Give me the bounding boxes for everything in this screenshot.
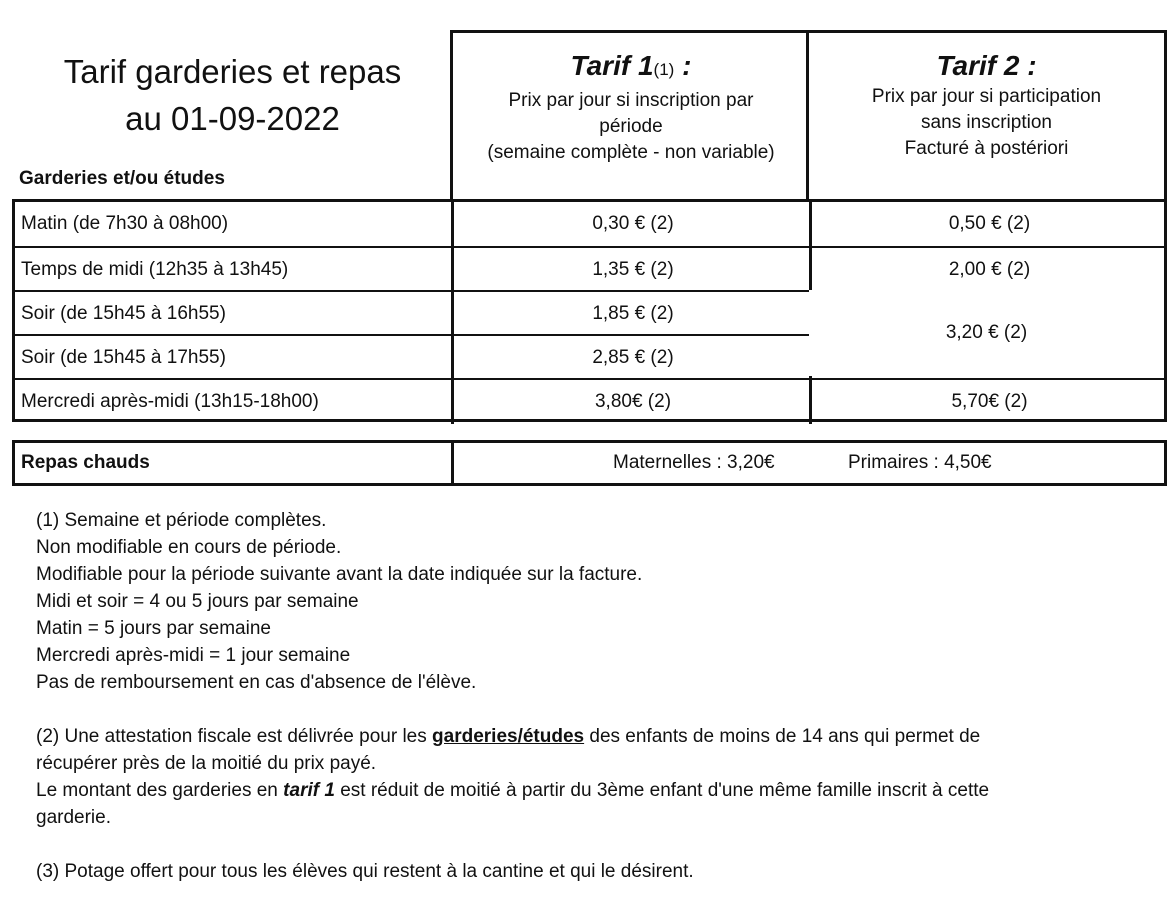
- note-line: Matin = 5 jours par semaine: [36, 618, 271, 639]
- title-line-2: au 01-09-2022: [125, 100, 340, 137]
- tarif1-title: Tarif 1(1) :: [570, 50, 692, 81]
- tarif2-desc-line-1: Prix par jour si participation: [871, 86, 1102, 107]
- page-title: [20, 48, 445, 142]
- row-label: Soir (de 15h45 à 17h55): [21, 347, 226, 368]
- table-row: [15, 202, 1164, 246]
- note-line: Non modifiable en cours de période.: [36, 537, 342, 558]
- tarif1-header: [450, 30, 809, 200]
- row-label: Mercredi après-midi (13h15-18h00): [21, 391, 319, 412]
- note-2: (2) Une attestation fiscale est délivrée pour les garderies/études des enfants de moins de 14 ans qui permet de: [36, 726, 981, 747]
- tarif1-desc-line-2: période: [599, 116, 663, 137]
- tarif2-soir-merged-value: 3,20 € (2): [809, 290, 1164, 376]
- note-3: (3) Potage offert pour tous les élèves qui restent à la cantine et qui le désirent.: [36, 861, 694, 882]
- tarif1-value: 1,35 € (2): [451, 248, 812, 292]
- tarif1-value: 3,80€ (2): [451, 380, 812, 424]
- note-line: Modifiable pour la période suivante avant la date indiquée sur la facture.: [36, 564, 643, 585]
- tarif1-value: 2,85 € (2): [451, 336, 812, 380]
- row-label: Soir (de 15h45 à 16h55): [21, 303, 226, 324]
- note-line: (1) Semaine et période complètes.: [36, 510, 327, 531]
- repas-row: [12, 440, 1167, 486]
- note-line: Mercredi après-midi = 1 jour semaine: [36, 645, 351, 666]
- table-row: [15, 246, 1164, 292]
- row-label: Temps de midi (12h35 à 13h45): [21, 259, 289, 280]
- tarif2-desc-line-2: sans inscription: [921, 112, 1052, 133]
- footnotes: [36, 507, 1146, 885]
- tarif1-desc-line-3: (semaine complète - non variable): [487, 142, 775, 163]
- table-row: [15, 378, 1164, 424]
- section-label: Garderies et/ou études: [19, 168, 225, 189]
- garderies-emphasis: garderies/études: [432, 726, 585, 747]
- tarif2-title: Tarif 2 :: [936, 50, 1037, 81]
- note-line: récupérer près de la moitié du prix payé.: [36, 753, 377, 774]
- tarif1-emphasis: tarif 1: [283, 780, 335, 801]
- note-2-tarif: Le montant des garderies en tarif 1 est réduit de moitié à partir du 3ème enfant d'une même famille inscrit à cette: [36, 780, 990, 801]
- tarif1-desc-line-1: Prix par jour si inscription par: [508, 90, 754, 111]
- tarif2-value: 2,00 € (2): [809, 248, 1167, 292]
- tarif1-value: 0,30 € (2): [451, 202, 812, 246]
- note-line: Midi et soir = 4 ou 5 jours par semaine: [36, 591, 359, 612]
- note-line: Pas de remboursement en cas d'absence de l'élève.: [36, 672, 477, 693]
- repas-label: Repas chauds: [21, 452, 150, 473]
- tarif2-value: 0,50 € (2): [809, 202, 1167, 246]
- tarif2-header: [806, 30, 1167, 200]
- title-line-1: Tarif garderies et repas: [63, 53, 402, 90]
- repas-maternelles: Maternelles : 3,20€: [613, 452, 775, 473]
- tarif2-value: 5,70€ (2): [809, 380, 1167, 424]
- repas-primaires: Primaires : 4,50€: [848, 452, 992, 473]
- tarif2-desc-line-3: Facturé à postériori: [904, 138, 1069, 159]
- note-line: garderie.: [36, 807, 111, 828]
- repas-divider: [451, 443, 454, 483]
- tarif1-value: 1,85 € (2): [451, 292, 812, 336]
- row-label: Matin (de 7h30 à 08h00): [21, 213, 229, 234]
